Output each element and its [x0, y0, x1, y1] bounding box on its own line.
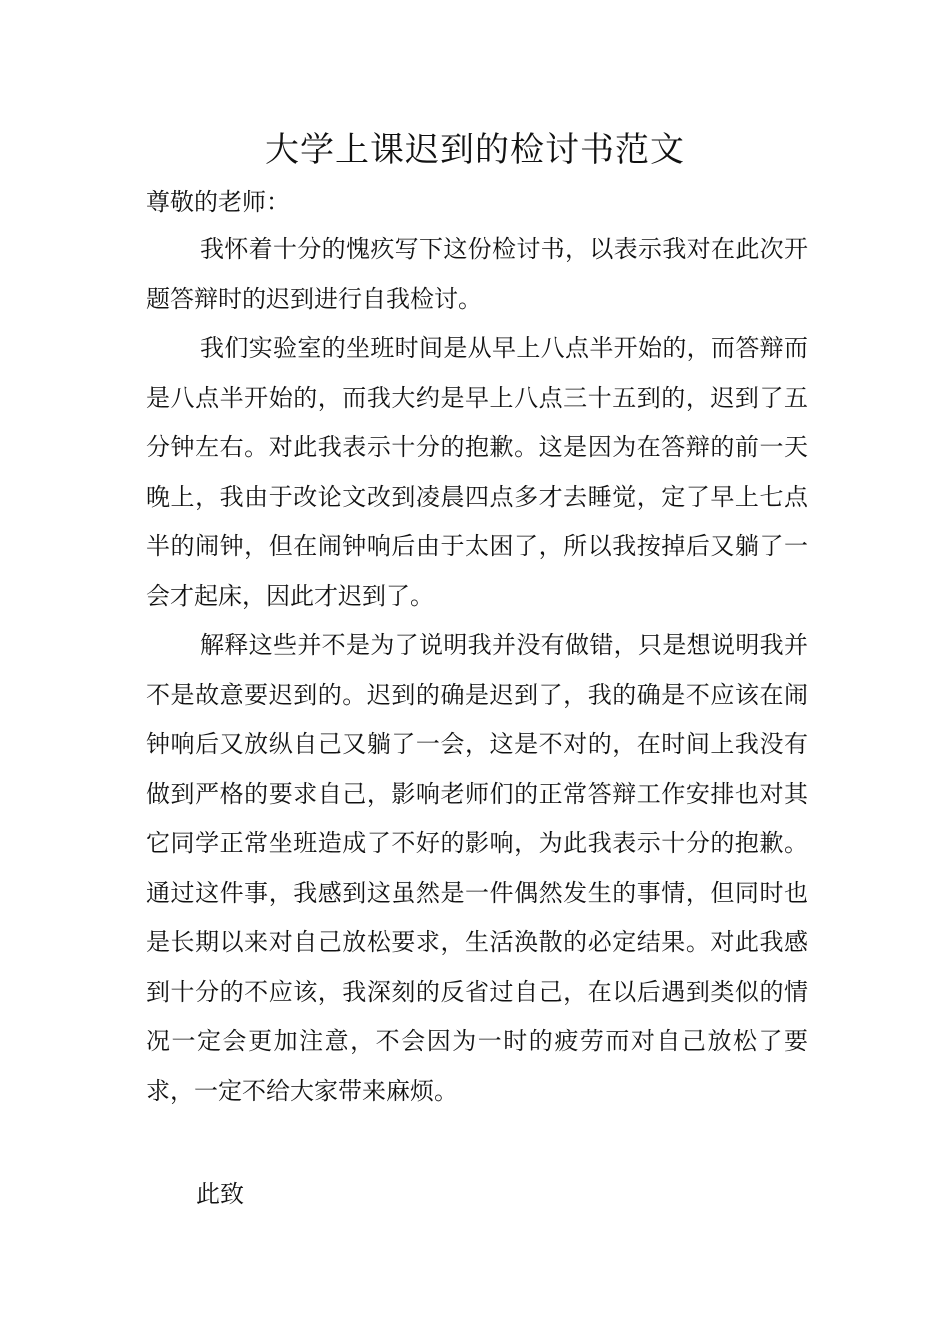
- closing-phrase: 此致: [196, 1180, 244, 1208]
- paragraph-1: 我怀着十分的愧疚写下这份检讨书，以表示我对在此次开题答辩时的迟到进行自我检讨。: [146, 235, 808, 313]
- document-title: 大学上课迟到的检讨书范文: [265, 130, 685, 170]
- paragraph-3: 解释这些并不是为了说明我并没有做错，只是想说明我并不是故意要迟到的。迟到的确是迟到了，我的确是不应该在闹钟响后又放纵自己又躺了一会，这是不对的，在时间上我没有做到严格的要求自己，影响老师们的正常答辩工作安排也对其它同学正常坐班造成了不好的影响，为此我表示十分的抱歉。通过这件事，我感到这虽然是一件偶然发生的事情，但同时也是长期以来对自己放松要求，生活涣散的必定结果。对此我感到十分的不应该，我深刻的反省过自己，在以后遇到类似的情况一定会更加注意，不会因为一时的疲劳而对自己放松了要求，一定不给大家带来麻烦。: [146, 631, 808, 1105]
- salutation: 尊敬的老师：: [146, 188, 290, 216]
- paragraph-2: 我们实验室的坐班时间是从早上八点半开始的，而答辩而是八点半开始的，而我大约是早上八点三十五到的，迟到了五分钟左右。对此我表示十分的抱歉。这是因为在答辩的前一天晚上，我由于改论文改到凌晨四点多才去睡觉，定了早上七点半的闹钟，但在闹钟响后由于太困了，所以我按掉后又躺了一会才起床，因此才迟到了。: [146, 334, 808, 610]
